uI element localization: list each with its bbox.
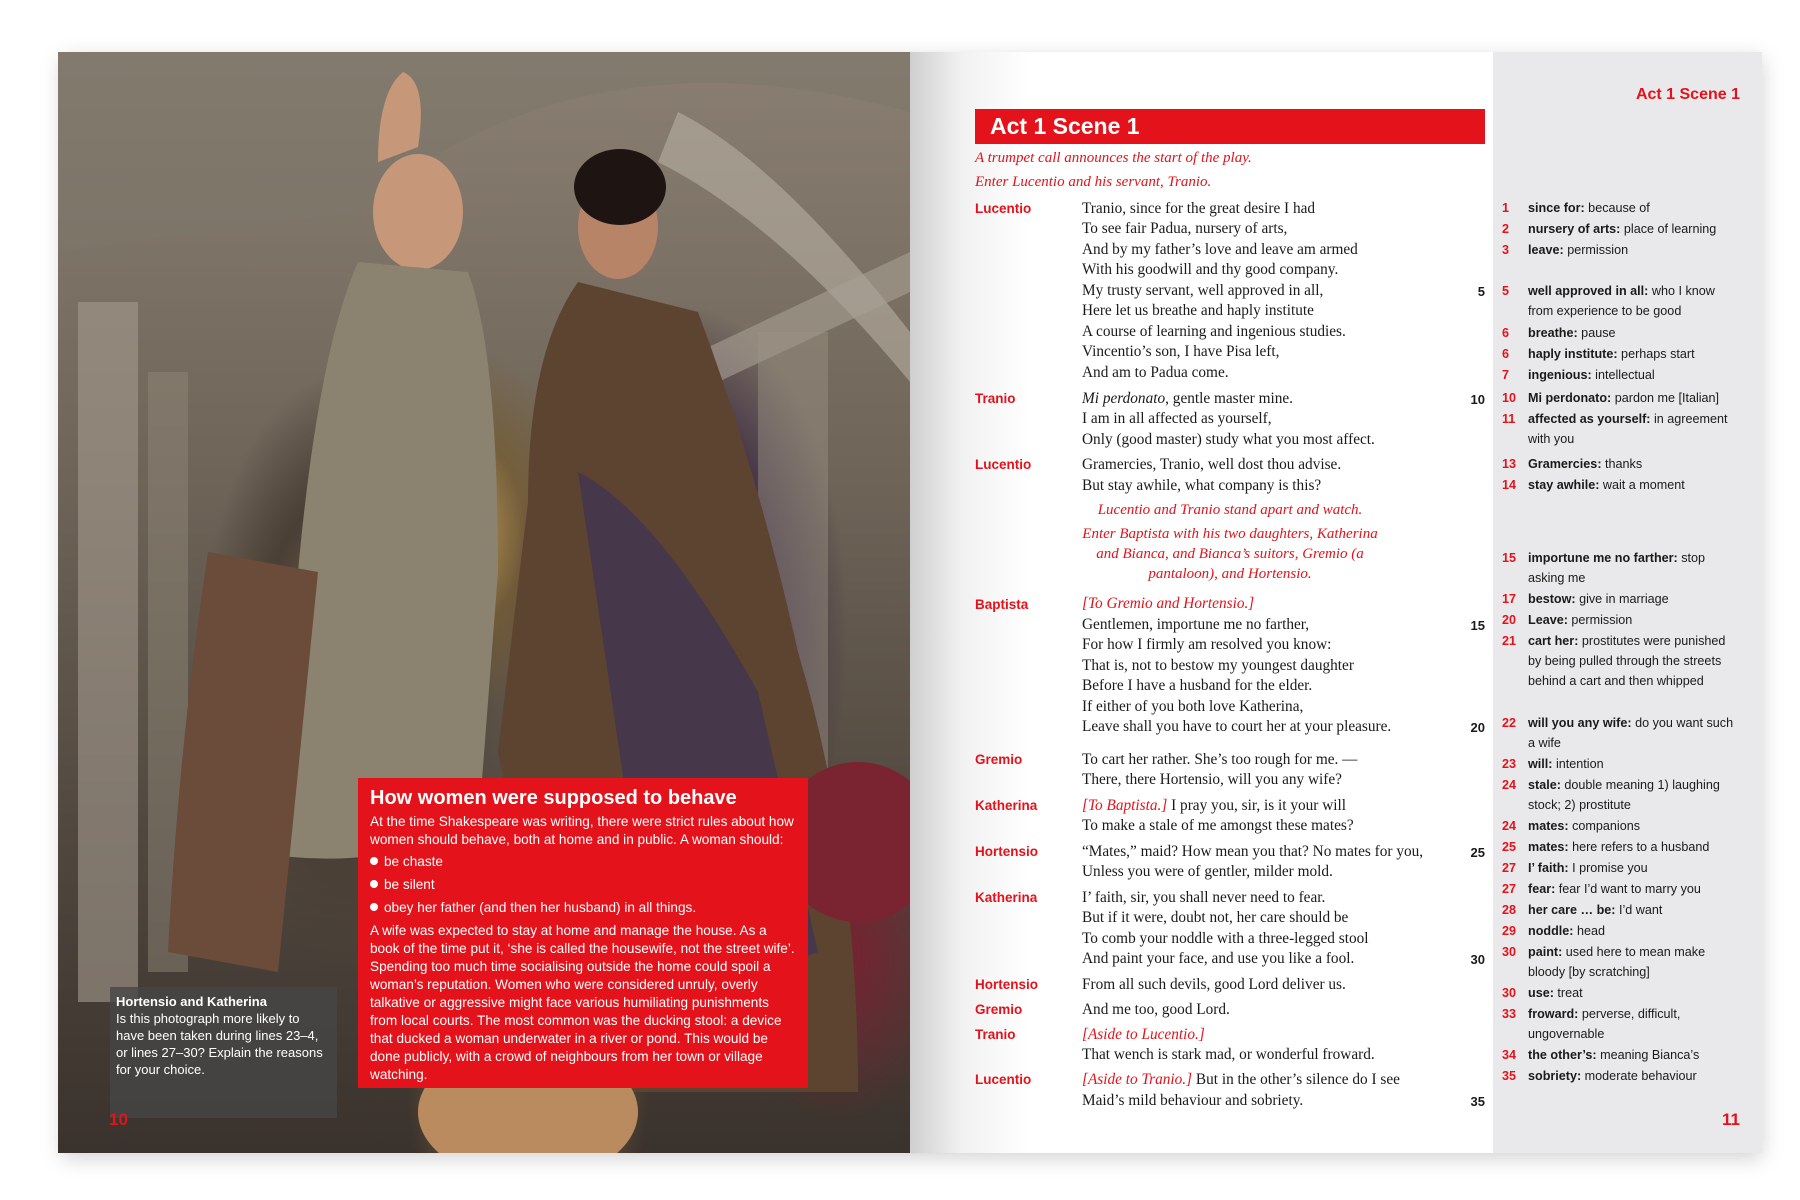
page-number-left: 10	[109, 1110, 128, 1129]
verse-line: Here let us breathe and haply institute	[1082, 302, 1314, 319]
line-number: 35	[1470, 1094, 1485, 1109]
glossary-entry: 24 mates: companions	[1502, 819, 1641, 833]
speaker-name: Gremio	[975, 752, 1023, 767]
info-box-bullets	[370, 853, 796, 917]
verse-line: Maid’s mild behaviour and sobriety.	[1082, 1092, 1304, 1109]
verse-line: From all such devils, good Lord deliver us.	[1082, 976, 1346, 993]
verse-line: [Aside to Lucentio.]	[1082, 1026, 1205, 1043]
photo-caption	[110, 987, 337, 1118]
verse-line: And am to Padua come.	[1082, 364, 1229, 381]
glossary-entry: 1 since for: because of	[1502, 201, 1650, 215]
verse-line: For how I firmly am resolved you know:	[1082, 636, 1332, 653]
glossary-entry: 11 affected as yourself: in agreement with you	[1502, 412, 1728, 446]
speaker-name: Tranio	[975, 391, 1016, 406]
verse-line: Only (good master) study what you most affect.	[1082, 431, 1375, 448]
verse-line: Tranio, since for the great desire I had	[1082, 200, 1316, 217]
verse-line: And by my father’s love and leave am armed	[1082, 241, 1358, 258]
verse-line: To cart her rather. She’s too rough for me. —	[1082, 751, 1358, 768]
line-number: 20	[1470, 720, 1485, 735]
line-number: 5	[1477, 284, 1485, 299]
verse-line: I am in all affected as yourself,	[1082, 410, 1272, 427]
glossary-entry: 33 froward: perverse, difficult, ungovernable	[1502, 1007, 1681, 1041]
info-box-body: A wife was expected to stay at home and manage the house. As a book of the time put it, ‘she is called the housewife, not the street wife’. Spending too much time socialising outside the home could spoil a woman’s reputation. Women who were considered unruly, overly talkative or aggressive might face various humiliating punishments from local courts. The most common was the ducking stool: a device that ducked a woman underwater in a river or pond. This would be done publicly, with a crowd of neighbours from her town or village watching.	[370, 923, 795, 1082]
glossary-entry: 17 bestow: give in marriage	[1502, 592, 1669, 606]
info-box-heading: How women were supposed to behave	[370, 787, 737, 809]
glossary-entry: 7 ingenious: intellectual	[1502, 368, 1655, 382]
glossary-entry: 23 will: intention	[1502, 757, 1604, 771]
page-number-right: 11	[1722, 1110, 1740, 1129]
verse-line: A course of learning and ingenious studies.	[1082, 323, 1346, 340]
line-number: 15	[1470, 618, 1485, 633]
glossary-entry: 30 use: treat	[1502, 986, 1583, 1000]
glossary-entry: 35 sobriety: moderate behaviour	[1502, 1069, 1697, 1083]
glossary-entry: 21 cart her: prostitutes were punished by being pulled through the streets behind a cart and then whipped	[1502, 634, 1726, 688]
scene-title: Act 1 Scene 1	[975, 109, 1485, 144]
verse-line: “Mates,” maid? How mean you that? No mates for you,	[1082, 843, 1424, 860]
glossary-entry: 24 stale: double meaning 1) laughing stock; 2) prostitute	[1502, 778, 1720, 812]
speaker-name: Hortensio	[975, 844, 1039, 859]
stage-direction: pantaloon), and Hortensio.	[1148, 566, 1312, 582]
speaker-name: Baptista	[975, 597, 1029, 612]
left-page	[58, 52, 910, 1153]
verse-line: To comb your noddle with a three-legged stool	[1082, 930, 1369, 947]
verse-line: There, there Hortensio, will you any wife?	[1082, 771, 1342, 788]
speaker-name: Gremio	[975, 1002, 1023, 1017]
speaker-name: Katherina	[975, 798, 1038, 813]
line-number: 30	[1470, 952, 1485, 967]
glossary-entry: 27 fear: fear I’d want to marry you	[1502, 882, 1701, 896]
verse-line: And me too, good Lord.	[1082, 1001, 1230, 1018]
verse-line: [To Gremio and Hortensio.]	[1082, 595, 1255, 612]
glossary-entry: 3 leave: permission	[1502, 243, 1629, 257]
verse-line: Gentlemen, importune me no farther,	[1082, 616, 1310, 633]
verse-line: If either of you both love Katherina,	[1082, 698, 1304, 715]
verse-line: Unless you were of gentler, milder mold.	[1082, 863, 1333, 880]
verse-line: To make a stale of me amongst these mates?	[1082, 817, 1354, 834]
verse-line: And paint your face, and use you like a fool.	[1082, 950, 1355, 967]
verse-line: With his goodwill and thy good company.	[1082, 261, 1339, 278]
verse-line: But stay awhile, what company is this?	[1082, 477, 1322, 494]
glossary-entry: 20 Leave: permission	[1502, 613, 1633, 627]
speaker-name: Lucentio	[975, 457, 1032, 472]
speaker-name: Tranio	[975, 1027, 1016, 1042]
verse-line: My trusty servant, well approved in all,	[1082, 282, 1324, 299]
glossary-entry: 25 mates: here refers to a husband	[1502, 840, 1710, 854]
running-head: Act 1 Scene 1	[1635, 86, 1740, 103]
glossary-entry: 29 noddle: head	[1502, 924, 1605, 938]
stage-direction: Enter Lucentio and his servant, Tranio.	[975, 174, 1212, 190]
verse-line: [Aside to Tranio.] But in the other’s silence do I see	[1082, 1071, 1400, 1088]
verse-line: Gramercies, Tranio, well dost thou advise.	[1082, 456, 1342, 473]
verse-line: Before I have a husband for the elder.	[1082, 677, 1313, 694]
glossary-entry: 15 importune me no farther: stop asking me	[1502, 551, 1706, 585]
list-item: obey her father (and then her husband) in all things.	[370, 899, 796, 917]
verse-line: That is, not to bestow my youngest daughter	[1082, 657, 1354, 674]
speaker-name: Lucentio	[975, 201, 1032, 216]
line-number: 10	[1470, 392, 1485, 407]
verse-line: But if it were, doubt not, her care should be	[1082, 909, 1349, 926]
glossary-entry: 22 will you any wife: do you want such a wife	[1502, 716, 1734, 750]
glossary-entry: 6 haply institute: perhaps start	[1502, 347, 1695, 361]
speaker-name: Katherina	[975, 890, 1038, 905]
glossary-entry: 14 stay awhile: wait a moment	[1502, 478, 1685, 492]
info-box-intro: At the time Shakespeare was writing, there were strict rules about how women should behave, both at home and in public. A woman should:	[370, 814, 794, 847]
speaker-name: Hortensio	[975, 977, 1039, 992]
bullet-icon	[370, 903, 378, 911]
speaker-name: Lucentio	[975, 1072, 1032, 1087]
verse-line: I’ faith, sir, you shall never need to fear.	[1082, 889, 1326, 906]
verse-line: Vincentio’s son, I have Pisa left,	[1082, 343, 1280, 360]
stage-direction: and Bianca, and Bianca’s suitors, Gremio (a	[1096, 546, 1364, 562]
stage-direction: A trumpet call announces the start of the play.	[975, 150, 1252, 166]
line-number: 25	[1470, 845, 1485, 860]
bullet-icon	[370, 880, 378, 888]
verse-line: That wench is stark mad, or wonderful froward.	[1082, 1046, 1375, 1063]
glossary-entry: 28 her care … be: I’d want	[1502, 903, 1663, 917]
info-box	[358, 778, 808, 1088]
list-item: be chaste	[370, 853, 796, 871]
glossary-entry: 30 paint: used here to mean make bloody [by scratching]	[1502, 945, 1706, 979]
list-item: be silent	[370, 876, 796, 894]
stage-direction: Enter Baptista with his two daughters, Katherina	[1082, 526, 1378, 542]
glossary-entry: 5 well approved in all: who I know from experience to be good	[1502, 284, 1715, 318]
stage-direction: Lucentio and Tranio stand apart and watch.	[1097, 502, 1363, 518]
right-page	[910, 52, 1762, 1153]
glossary-entry: 2 nursery of arts: place of learning	[1502, 222, 1717, 236]
caption-title: Hortensio and Katherina	[116, 994, 267, 1009]
glossary-entry: 13 Gramercies: thanks	[1502, 457, 1643, 471]
caption-text: Is this photograph more likely to have been taken during lines 23–4, or lines 27–30? Explain the reasons for your choice.	[116, 1011, 323, 1077]
verse-line: Mi perdonato, gentle master mine.	[1082, 390, 1293, 407]
bullet-icon	[370, 857, 378, 865]
glossary-entry: 27 I’ faith: I promise you	[1502, 861, 1648, 875]
verse-line: To see fair Padua, nursery of arts,	[1082, 220, 1288, 237]
glossary-entry: 34 the other’s: meaning Bianca’s	[1502, 1048, 1700, 1062]
verse-line: [To Baptista.] I pray you, sir, is it your will	[1082, 797, 1346, 814]
glossary-entry: 10 Mi perdonato: pardon me [Italian]	[1502, 391, 1720, 405]
verse-line: Leave shall you have to court her at your pleasure.	[1082, 718, 1392, 735]
glossary-entry: 6 breathe: pause	[1502, 326, 1616, 340]
